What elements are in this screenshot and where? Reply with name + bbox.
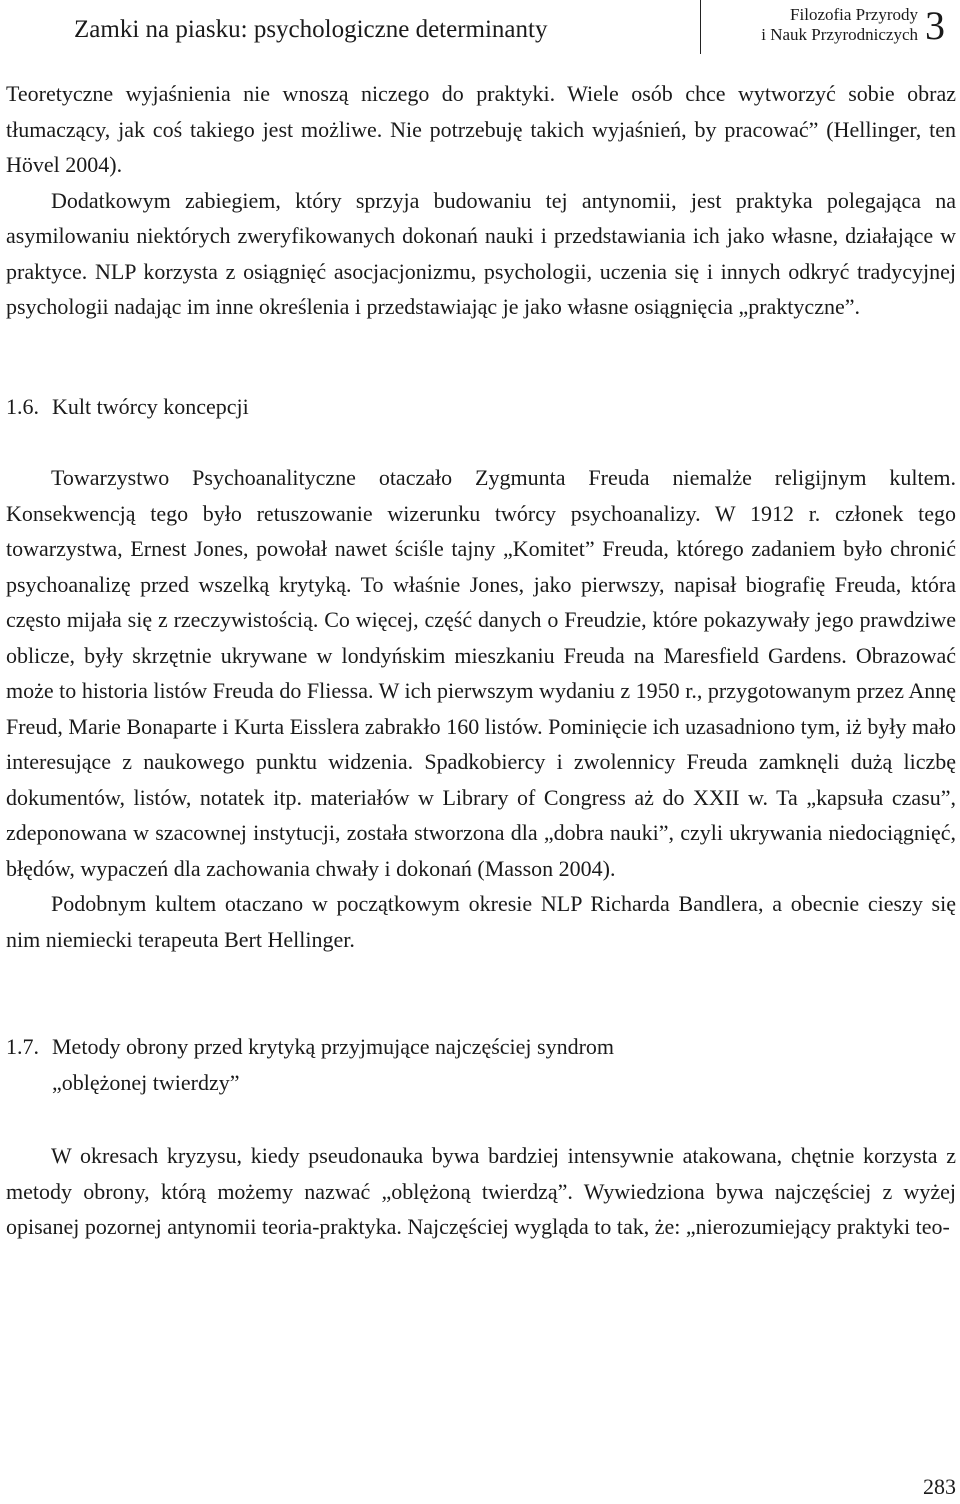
- journal-name-line1: Filozofia Przyrody: [790, 5, 918, 24]
- paragraph-2: Towarzystwo Psychoanalityczne otaczało Zygmunta Freuda niemalże religijnym kultem. Konsekwencją tego było retuszowanie wizerunku twórcy psychoanalizy. W 1912 r. członek tego towarzystwa, Ernest Jones, powołał nawet ściśle tajny „Komitet” Freuda, którego zadaniem było chronić psychoanalizę przed wszelką krytyką. To właśnie Jones, jako pierwszy, napisał biografię Freuda, która często mijała się z rzeczywistością. Co więcej, część danych o Freudzie, które pokazywały jego prawdziwe oblicze, były skrzętnie ukrywane w londyńskim mieszkaniu Freuda na Maresfield Gardens. Obrazować może to historia listów Freuda do Fliessa. W ich pierwszym wydaniu z 1950 r., przygotowanym przez Annę Freud, Marie Bonaparte i Kurta Eisslera zabrakło 160 listów. Pominięcie ich uzasadniono tym, iż były mało interesujące z naukowego punktu widzenia. Spadkobiercy i zwolennicy Freuda zamknęli dużą liczbę dokumentów, listów, notatek itp. materiałów w Library of Congress aż do XXII w. Ta „kapsuła czasu”, zdeponowana w szacownej instytucji, została stworzona dla „dobra nauki”, czyli ukrywania niedociągnięć, błędów, wypaczeń dla zachowania chwały i dokonań (Masson 2004).: [6, 465, 956, 881]
- page-number: 283: [923, 1474, 956, 1499]
- page-body: [6, 76, 956, 1245]
- running-title: Zamki na piasku: psychologiczne determinanty: [74, 16, 548, 43]
- issue-number: 3: [925, 3, 945, 48]
- paragraph-4: W okresach kryzysu, kiedy pseudonauka bywa bardziej intensywnie atakowana, chętnie korzysta z metody obrony, którą możemy nazwać „oblężoną twierdzą”. Wywiedziona bywa najczęściej z wyżej opisanej pozornej antynomii teoria-praktyka. Najczęściej wygląda to tak, że: „nierozumiejący praktyki teo-: [6, 1143, 956, 1239]
- section-title: Kult twórcy koncepcji: [52, 393, 249, 419]
- section-heading-1-7: [6, 1029, 956, 1100]
- section-title-line2: „oblężonej twierdzy”: [52, 1069, 240, 1095]
- section-heading-1-6: [6, 389, 956, 425]
- section-title-line1: Metody obrony przed krytyką przyjmujące najczęściej syndrom: [52, 1034, 615, 1059]
- journal-name-line2: i Nauk Przyrodniczych: [761, 25, 918, 44]
- header-divider: [700, 0, 701, 54]
- journal-name: [712, 5, 918, 45]
- section-number: 1.6.: [6, 393, 39, 419]
- section-number: 1.7.: [6, 1034, 39, 1059]
- paragraph-3: Podobnym kultem otaczano w początkowym okresie NLP Richarda Bandlera, a obecnie cieszy się nim niemiecki terapeuta Bert Hellinger.: [6, 891, 956, 952]
- paragraph-1: Dodatkowym zabiegiem, który sprzyja budowaniu tej antynomii, jest praktyka polegająca na asymilowaniu niektórych zweryfikowanych dokonań nauki i przedstawiania ich jako własne, działające w praktyce. NLP korzysta z osiągnięć asocjacjonizmu, psychologii, uczenia się i innych odkryć tradycyjnej psychologii nadając im inne określenia i przedstawiając je jako własne osiągnięcia „praktyczne”.: [6, 187, 956, 319]
- paragraph-intro: Teoretyczne wyjaśnienia nie wnoszą niczego do praktyki. Wiele osób chce wytworzyć sobie obraz tłumaczący, jak coś takiego jest możliwe. Nie potrzebuję takich wyjaśnień, by pracować” (Hellinger, ten Hövel 2004).: [6, 81, 956, 177]
- running-header: [0, 0, 960, 60]
